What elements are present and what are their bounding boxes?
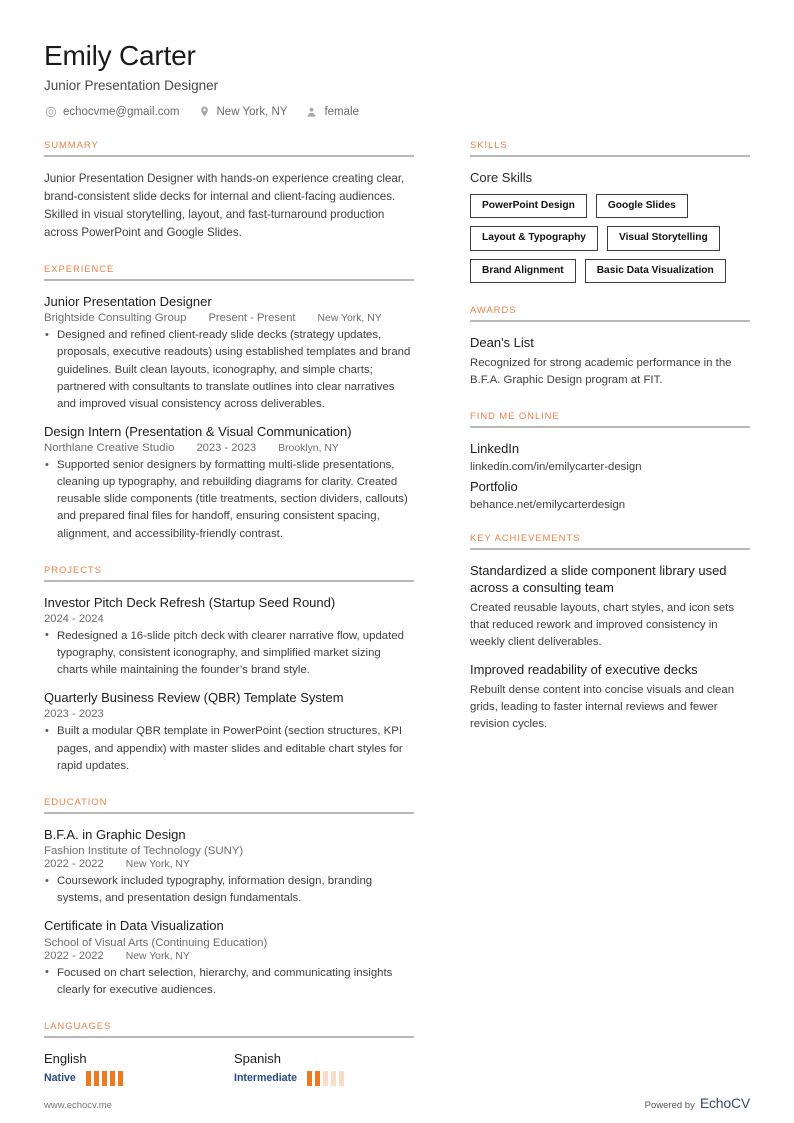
section-skills bbox=[470, 140, 750, 283]
section-languages bbox=[44, 1021, 414, 1086]
list-item: • Focused on chart selection, hierarchy, and communicating insights clearly for executive audiences. bbox=[44, 965, 414, 999]
experience-entry bbox=[44, 294, 414, 413]
skill-tag: Brand Alignment bbox=[470, 259, 576, 283]
skill-tag: Visual Storytelling bbox=[607, 226, 720, 250]
education-meta bbox=[44, 858, 414, 870]
language-item bbox=[44, 1051, 234, 1086]
project-meta bbox=[44, 708, 414, 720]
online-profile-linkedin bbox=[470, 441, 750, 473]
experience-dates: Present - Present bbox=[208, 312, 296, 325]
section-title-languages: LANGUAGES bbox=[44, 1020, 112, 1032]
section-rule bbox=[44, 1036, 414, 1038]
footer-brand-name: EchoCV bbox=[699, 1095, 750, 1111]
project-entry bbox=[44, 690, 414, 775]
education-dates: 2022 - 2022 bbox=[44, 949, 104, 962]
section-title-experience: EXPERIENCE bbox=[44, 264, 115, 276]
section-rule bbox=[44, 580, 414, 582]
project-bullets bbox=[44, 628, 414, 679]
skill-tag: PowerPoint Design bbox=[470, 194, 587, 218]
achievement-entry bbox=[470, 662, 750, 733]
education-entry bbox=[44, 827, 414, 907]
award-description: Recognized for strong academic performance in the B.F.A. Graphic Design program at FIT. bbox=[470, 356, 732, 386]
language-proficiency-bars bbox=[86, 1071, 123, 1086]
education-dates: 2022 - 2022 bbox=[44, 858, 104, 871]
education-bullets bbox=[44, 873, 414, 907]
language-level: Native bbox=[44, 1072, 76, 1085]
resume-header bbox=[44, 40, 750, 118]
section-experience bbox=[44, 264, 414, 543]
contact-location-text: New York, NY bbox=[216, 105, 288, 118]
project-meta bbox=[44, 613, 414, 625]
experience-bullets bbox=[44, 327, 414, 413]
left-column bbox=[44, 140, 414, 1108]
experience-job-title: Design Intern (Presentation & Visual Communication) bbox=[44, 423, 352, 439]
experience-location: Brooklyn, NY bbox=[278, 443, 339, 455]
project-title: Investor Pitch Deck Refresh (Startup Seed Round) bbox=[44, 594, 336, 610]
section-projects bbox=[44, 565, 414, 775]
education-meta bbox=[44, 950, 414, 962]
resume-body bbox=[44, 140, 750, 1108]
contact-list bbox=[44, 105, 750, 118]
section-title-skills: SKILLS bbox=[470, 140, 508, 152]
page-footer bbox=[44, 1095, 750, 1111]
experience-org: Brightside Consulting Group bbox=[44, 312, 187, 325]
achievement-title: Improved readability of executive decks bbox=[470, 661, 698, 677]
experience-job-title: Junior Presentation Designer bbox=[44, 294, 212, 310]
summary-text: Junior Presentation Designer with hands-on experience creating clear, brand-consistent slide decks for internal and client-facing audiences. Skilled in visual storytelling, layout, and fast-turnaround production across PowerPoint and Google Slides. bbox=[44, 172, 405, 240]
education-degree: Certificate in Data Visualization bbox=[44, 918, 224, 934]
section-title-education: EDUCATION bbox=[44, 796, 108, 808]
email-icon bbox=[44, 105, 57, 118]
section-summary bbox=[44, 140, 414, 242]
skill-tag: Layout & Typography bbox=[470, 226, 598, 250]
person-icon bbox=[305, 105, 318, 118]
contact-email[interactable] bbox=[44, 105, 180, 118]
achievement-entry bbox=[470, 563, 750, 651]
contact-gender bbox=[305, 105, 359, 118]
education-location: New York, NY bbox=[125, 859, 190, 871]
project-bullets bbox=[44, 723, 414, 774]
section-rule bbox=[470, 548, 750, 550]
experience-entry bbox=[44, 424, 414, 543]
achievement-description: Rebuilt dense content into concise visuals and clean grids, leading to faster internal reviews and fewer revision cycles. bbox=[470, 683, 735, 730]
project-entry bbox=[44, 595, 414, 680]
candidate-name: Emily Carter bbox=[44, 40, 196, 71]
education-bullets bbox=[44, 965, 414, 999]
experience-dates: 2023 - 2023 bbox=[196, 442, 257, 455]
contact-email-text: echocvme@gmail.com bbox=[63, 105, 180, 118]
section-find-me-online bbox=[470, 411, 750, 511]
project-dates: 2023 - 2023 bbox=[44, 708, 104, 721]
online-profile-url[interactable]: linkedin.com/in/emilycarter-design bbox=[470, 460, 642, 473]
experience-org: Northlane Creative Studio bbox=[44, 442, 175, 455]
education-school: Fashion Institute of Technology (SUNY) bbox=[44, 845, 244, 858]
contact-location bbox=[198, 105, 288, 118]
section-rule bbox=[44, 279, 414, 281]
skill-tag: Google Slides bbox=[596, 194, 688, 218]
language-item bbox=[234, 1051, 424, 1086]
skill-tag: Basic Data Visualization bbox=[585, 259, 726, 283]
education-degree: B.F.A. in Graphic Design bbox=[44, 826, 186, 842]
section-rule bbox=[470, 155, 750, 157]
section-title-projects: PROJECTS bbox=[44, 564, 102, 576]
language-proficiency-bars bbox=[307, 1071, 344, 1086]
language-list bbox=[44, 1051, 414, 1086]
footer-site-url[interactable]: www.echocv.me bbox=[44, 1100, 112, 1111]
experience-meta bbox=[44, 312, 414, 324]
location-pin-icon bbox=[198, 105, 211, 118]
section-awards bbox=[470, 305, 750, 389]
language-level-row bbox=[234, 1071, 424, 1086]
education-location: New York, NY bbox=[125, 950, 190, 962]
right-column bbox=[470, 140, 750, 755]
list-item: • Built a modular QBR template in PowerPoint (section structures, KPI pages, and appendix) with master slides and editable chart styles for rapid updates. bbox=[44, 723, 414, 774]
online-profile-label: Portfolio bbox=[470, 478, 518, 494]
experience-bullets bbox=[44, 457, 414, 543]
language-level-row bbox=[44, 1071, 234, 1086]
experience-location: New York, NY bbox=[317, 313, 382, 325]
section-rule bbox=[44, 812, 414, 814]
section-title-summary: SUMMARY bbox=[44, 140, 99, 152]
achievement-description: Created reusable layouts, chart styles, and icon sets that reduced rework and improved consistency in weekly client deliverables. bbox=[470, 601, 735, 648]
footer-branding bbox=[645, 1095, 750, 1111]
list-item: • Coursework included typography, information design, branding systems, and presentation design fundamentals. bbox=[44, 873, 414, 907]
candidate-headline: Junior Presentation Designer bbox=[44, 78, 219, 94]
section-rule bbox=[470, 426, 750, 428]
online-profile-label: LinkedIn bbox=[470, 440, 520, 456]
education-school: School of Visual Arts (Continuing Education) bbox=[44, 936, 268, 949]
language-level: Intermediate bbox=[234, 1072, 297, 1085]
award-title: Dean's List bbox=[470, 334, 534, 350]
education-entry bbox=[44, 918, 414, 998]
online-profile-url[interactable]: behance.net/emilycarterdesign bbox=[470, 498, 626, 511]
skill-group-name: Core Skills bbox=[470, 170, 533, 186]
section-rule bbox=[470, 320, 750, 322]
section-rule bbox=[44, 155, 414, 157]
section-title-achievements: KEY ACHIEVEMENTS bbox=[470, 532, 581, 544]
list-item: • Designed and refined client-ready slide decks (strategy updates, proposals, executive readouts) using established templates and brand guidelines. Built clean layouts, iconography, and simple charts; partnered with consultants to translate outlines into clear narratives and improved visual consistency across deliverables. bbox=[44, 327, 414, 413]
section-title-awards: AWARDS bbox=[470, 304, 517, 316]
project-dates: 2024 - 2024 bbox=[44, 612, 104, 625]
section-title-online: FIND ME ONLINE bbox=[470, 410, 560, 422]
list-item: • Redesigned a 16-slide pitch deck with clearer narrative flow, updated typography, consistent iconography, and simplified market sizing charts while maintaining the founder’s brand style. bbox=[44, 628, 414, 679]
online-profile-portfolio bbox=[470, 479, 750, 511]
section-education bbox=[44, 797, 414, 999]
award-entry bbox=[470, 335, 750, 389]
achievement-title: Standardized a slide component library used across a consulting team bbox=[470, 562, 727, 595]
list-item: • Supported senior designers by formatting multi-slide presentations, cleaning up typography, and rebuilding diagrams for clarity. Created reusable slide components (title treatments, section dividers, callouts) and prepared final files for handoff, ensuring consistent spacing, alignment, and accessibility-friendly contrast. bbox=[44, 457, 414, 543]
contact-gender-text: female bbox=[324, 105, 359, 118]
skill-tag-list bbox=[470, 194, 750, 283]
footer-powered-by-label: Powered by bbox=[644, 1100, 695, 1111]
project-title: Quarterly Business Review (QBR) Template System bbox=[44, 690, 344, 706]
experience-meta bbox=[44, 442, 414, 454]
language-name: English bbox=[44, 1050, 87, 1066]
language-name: Spanish bbox=[234, 1050, 281, 1066]
section-key-achievements bbox=[470, 533, 750, 733]
